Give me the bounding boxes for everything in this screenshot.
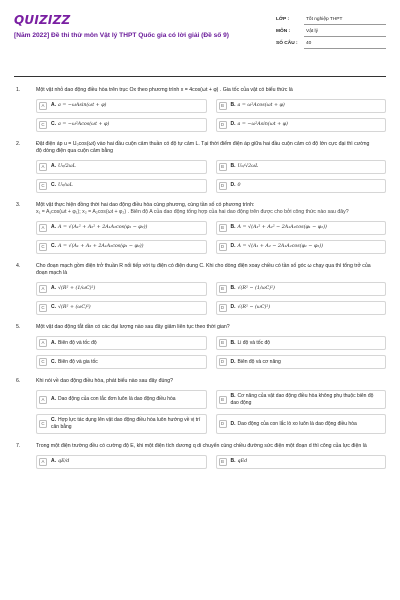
option-prefix: D. <box>230 121 236 128</box>
option-letter-box: D <box>219 243 227 251</box>
question-body <box>36 202 386 216</box>
option-value: Hợp lực tác dụng lên vật dao động điều hòa luôn hướng về vị trí cân bằng <box>51 417 201 431</box>
option-text <box>231 182 241 189</box>
meta-value: Vật lý <box>304 27 386 37</box>
header-left <box>14 12 264 41</box>
option-letter-box: A <box>39 458 47 466</box>
option-text <box>51 224 147 231</box>
meta-row-count <box>276 38 386 50</box>
option-text <box>51 340 97 347</box>
answer-options <box>14 336 386 369</box>
meta-label: SỐ CÂU : <box>276 40 298 46</box>
answer-option-c[interactable] <box>36 179 207 193</box>
option-letter-box: C <box>39 243 47 251</box>
option-text <box>51 417 202 431</box>
worksheet-header <box>14 12 386 58</box>
answer-option-a[interactable] <box>36 455 207 469</box>
option-prefix: C. <box>51 243 56 250</box>
question-text: Trong một điện trường đều có cường độ E, khi một điện tích dương q di chuyển cùng chiều đường sức điện một đoạn d thì công của lực điện là <box>36 442 367 449</box>
question-text: Khi nói về dao động điều hòa, phát biểu nào sau đây đúng? <box>36 377 174 384</box>
answer-option-c[interactable] <box>36 240 207 254</box>
option-value: √(R² − (1/ωC)²) <box>237 286 275 292</box>
option-prefix: B. <box>230 339 236 346</box>
answer-options <box>14 282 386 315</box>
option-value: a = −ω²Asin(ωt + φ) <box>237 122 288 128</box>
meta-label: MÔN : <box>276 28 291 34</box>
option-value: qE/d <box>58 459 70 465</box>
answer-option-d[interactable] <box>216 240 387 254</box>
option-prefix: C. <box>51 182 56 189</box>
question-subtext: x₁ = A₁cos(ωt + φ₁); x₂ = A₂cos(ωt + φ₂) . Biên độ A của dao động tổng hợp của hai dao động trên được cho bởi công thức nào sau đây? <box>36 208 349 215</box>
option-text <box>231 393 382 407</box>
option-letter-box: A <box>39 224 47 232</box>
option-prefix: A. <box>51 163 56 170</box>
option-value: √(R² + (1/ωC)²) <box>58 286 96 292</box>
question-item <box>14 87 386 132</box>
option-prefix: A. <box>51 285 56 292</box>
option-letter-box: B <box>219 458 227 466</box>
question-text: Cho đoạn mạch gồm điện trở thuần R nối tiếp với tụ điện có điện dung C. Khi cho dòng điện xoay chiều có tần số góc ω chạy qua thì tổng trở của đoạn mạch là <box>36 262 371 276</box>
question-head <box>14 378 386 385</box>
option-prefix: B. <box>230 224 236 231</box>
option-letter-box: A <box>39 102 47 110</box>
answer-option-b[interactable] <box>216 99 387 113</box>
option-value: a = −ω²Acos(ωt + φ) <box>58 122 110 128</box>
answer-option-b[interactable] <box>216 221 387 235</box>
option-prefix: B. <box>230 163 236 170</box>
answer-option-c[interactable] <box>36 118 207 132</box>
option-value: A = √(A₁ + A₂ − 2A₁A₂cos(φ₁ − φ₂)) <box>237 244 323 250</box>
option-text <box>51 304 91 311</box>
answer-option-a[interactable] <box>36 221 207 235</box>
meta-value: Tốt nghiệp THPT <box>304 15 386 25</box>
answer-option-b[interactable] <box>216 336 387 350</box>
option-prefix: C. <box>51 304 56 311</box>
answer-options <box>14 455 386 469</box>
quizizz-logo: QUIZIZZ <box>14 13 71 27</box>
meta-block <box>276 14 386 50</box>
option-value: U₀/2ωL <box>58 164 76 170</box>
answer-option-d[interactable] <box>216 179 387 193</box>
answer-option-d[interactable] <box>216 118 387 132</box>
option-letter-box: C <box>39 121 47 129</box>
answer-options <box>14 221 386 254</box>
option-text <box>51 458 69 465</box>
option-letter-box: D <box>219 420 227 428</box>
option-value: a = −ωAsin(ωt + φ) <box>58 103 107 109</box>
option-letter-box: B <box>219 339 227 347</box>
option-text <box>51 163 76 170</box>
option-text <box>51 182 73 189</box>
option-prefix: D. <box>230 420 236 427</box>
option-letter-box: A <box>39 396 47 404</box>
option-text <box>231 224 327 231</box>
option-text <box>51 243 143 250</box>
option-letter-box: C <box>39 304 47 312</box>
option-letter-box: B <box>219 285 227 293</box>
option-value: Cơ năng của vật dao động điều hòa không phụ thuộc biên độ dao động <box>230 392 374 406</box>
option-text <box>231 340 271 347</box>
question-list <box>14 87 386 469</box>
answer-option-a[interactable] <box>36 336 207 350</box>
option-text <box>231 285 275 292</box>
question-head <box>14 202 386 216</box>
option-prefix: C. <box>51 417 56 424</box>
question-number: 4. <box>16 262 21 269</box>
option-value: a = ω²Acos(ωt + φ) <box>237 103 285 109</box>
answer-option-b[interactable] <box>216 282 387 296</box>
option-text <box>231 304 271 311</box>
question-number: 1. <box>16 86 21 93</box>
option-text <box>231 458 248 465</box>
option-text <box>231 163 259 170</box>
meta-row-class <box>276 14 386 26</box>
option-letter-box: A <box>39 285 47 293</box>
option-value: qEd <box>237 459 248 465</box>
option-prefix: A. <box>51 458 56 465</box>
question-number: 5. <box>16 323 21 330</box>
question-body <box>36 378 386 385</box>
option-letter-box: B <box>219 224 227 232</box>
answer-option-d[interactable] <box>216 414 387 434</box>
question-number: 2. <box>16 140 21 147</box>
option-letter-box: D <box>219 182 227 190</box>
question-body <box>36 141 386 155</box>
option-letter-box: B <box>219 163 227 171</box>
option-value: U₀/√2ωL <box>237 164 259 170</box>
option-prefix: B. <box>230 458 236 465</box>
question-head <box>14 443 386 450</box>
option-text <box>51 359 98 366</box>
answer-option-a[interactable] <box>36 160 207 174</box>
option-prefix: A. <box>51 224 56 231</box>
option-letter-box: A <box>39 163 47 171</box>
answer-option-a[interactable] <box>36 99 207 113</box>
answer-option-d[interactable] <box>216 301 387 315</box>
answer-option-c[interactable] <box>36 355 207 369</box>
option-value: A = √(A₁² + A₂² − 2A₁A₂cos(φ₁ − φ₂)) <box>237 225 327 231</box>
question-head <box>14 263 386 277</box>
option-letter-box: D <box>219 304 227 312</box>
option-text <box>231 102 285 109</box>
option-prefix: C. <box>51 121 56 128</box>
option-prefix: B. <box>230 285 236 292</box>
question-body <box>36 87 386 94</box>
option-letter-box: D <box>219 121 227 129</box>
question-head <box>14 141 386 155</box>
question-number: 7. <box>16 442 21 449</box>
question-text: Đặt điện áp u = U₀cos(ωt) vào hai đầu cuộn cảm thuần có độ tự cảm L. Tại thời điểm điện áp giữa hai đầu cuộn cảm có độ lớn cực đại thì cường độ dòng điện qua cuộn cảm bằng <box>36 140 370 154</box>
header-divider <box>14 76 386 77</box>
option-prefix: B. <box>230 102 236 109</box>
option-letter-box: C <box>39 358 47 366</box>
option-text <box>51 285 95 292</box>
question-item <box>14 202 386 254</box>
option-text <box>231 243 323 250</box>
question-number: 6. <box>16 377 21 384</box>
question-head <box>14 324 386 331</box>
answer-option-d[interactable] <box>216 355 387 369</box>
meta-row-subject <box>276 26 386 38</box>
option-prefix: C. <box>51 358 56 365</box>
option-value: √(R² + (ωC)²) <box>58 305 91 311</box>
option-letter-box: A <box>39 339 47 347</box>
option-value: Dao động của con lắc đơn luôn là dao động điều hòa <box>58 396 176 403</box>
option-value: Biên độ và cơ năng <box>237 358 281 365</box>
option-letter-box: B <box>219 102 227 110</box>
meta-value: 40 <box>304 39 386 49</box>
question-head <box>14 87 386 94</box>
answer-option-c[interactable] <box>36 414 207 434</box>
answer-option-a[interactable] <box>36 390 207 410</box>
question-text: Một vật dao động tắt dần có các đại lượng nào sau đây giảm liên tục theo thời gian? <box>36 323 230 330</box>
document-title: [Năm 2022] Đề thi thử môn Vật lý THPT Quốc gia có lời giải (Đề số 9) <box>14 32 230 40</box>
option-prefix: D. <box>230 243 236 250</box>
answer-option-b[interactable] <box>216 160 387 174</box>
question-number: 3. <box>16 201 21 208</box>
option-text <box>231 121 288 128</box>
question-body <box>36 443 386 450</box>
option-value: Li độ và tốc độ <box>237 339 271 346</box>
option-prefix: A. <box>51 339 56 346</box>
question-body <box>36 263 386 277</box>
option-text <box>231 421 357 428</box>
option-value: A = √(A₁² + A₂² + 2A₁A₂cos(φ₁ − φ₂)) <box>58 225 148 231</box>
answer-option-b[interactable] <box>216 390 387 410</box>
option-text <box>51 396 176 403</box>
option-letter-box: C <box>39 182 47 190</box>
question-item <box>14 378 386 434</box>
option-letter-box: B <box>219 396 227 404</box>
option-value: √(R² − (ωC)²) <box>237 305 271 311</box>
option-text <box>51 121 109 128</box>
option-text <box>51 102 106 109</box>
option-value: Dao động của con lắc lò xo luôn là dao động điều hòa <box>237 420 357 427</box>
answer-option-c[interactable] <box>36 301 207 315</box>
option-prefix: A. <box>51 396 56 403</box>
option-prefix: A. <box>51 102 56 109</box>
option-prefix: D. <box>230 304 236 311</box>
option-value: Biên độ và gia tốc <box>58 358 98 365</box>
option-text <box>231 359 281 366</box>
option-prefix: B. <box>230 392 236 399</box>
option-letter-box: D <box>219 358 227 366</box>
question-item <box>14 324 386 369</box>
option-prefix: D. <box>230 182 236 189</box>
option-value: U₀/ωL <box>58 183 73 189</box>
question-item <box>14 443 386 469</box>
option-letter-box: C <box>39 420 47 428</box>
answer-options <box>14 160 386 193</box>
question-item <box>14 263 386 315</box>
option-value: Biên độ và tốc độ <box>58 339 97 346</box>
question-item <box>14 141 386 193</box>
question-text: Một vật thực hiện đồng thời hai dao động điều hòa cùng phương, cùng tần số có phương trình: <box>36 201 255 208</box>
option-prefix: D. <box>230 358 236 365</box>
question-body <box>36 324 386 331</box>
answer-options <box>14 390 386 434</box>
option-value: A = √(A₁ + A₂ + 2A₁A₂cos(φ₁ − φ₂)) <box>58 244 144 250</box>
answer-option-a[interactable] <box>36 282 207 296</box>
answer-options <box>14 99 386 132</box>
option-value: 0 <box>237 183 241 189</box>
question-text: Một vật nhỏ dao động điều hòa trên trục Ox theo phương trình x = 4cos(ωt + φ) . Gia tốc của vật có biểu thức là <box>36 86 293 93</box>
meta-label: LỚP : <box>276 16 290 22</box>
answer-option-b[interactable] <box>216 455 387 469</box>
